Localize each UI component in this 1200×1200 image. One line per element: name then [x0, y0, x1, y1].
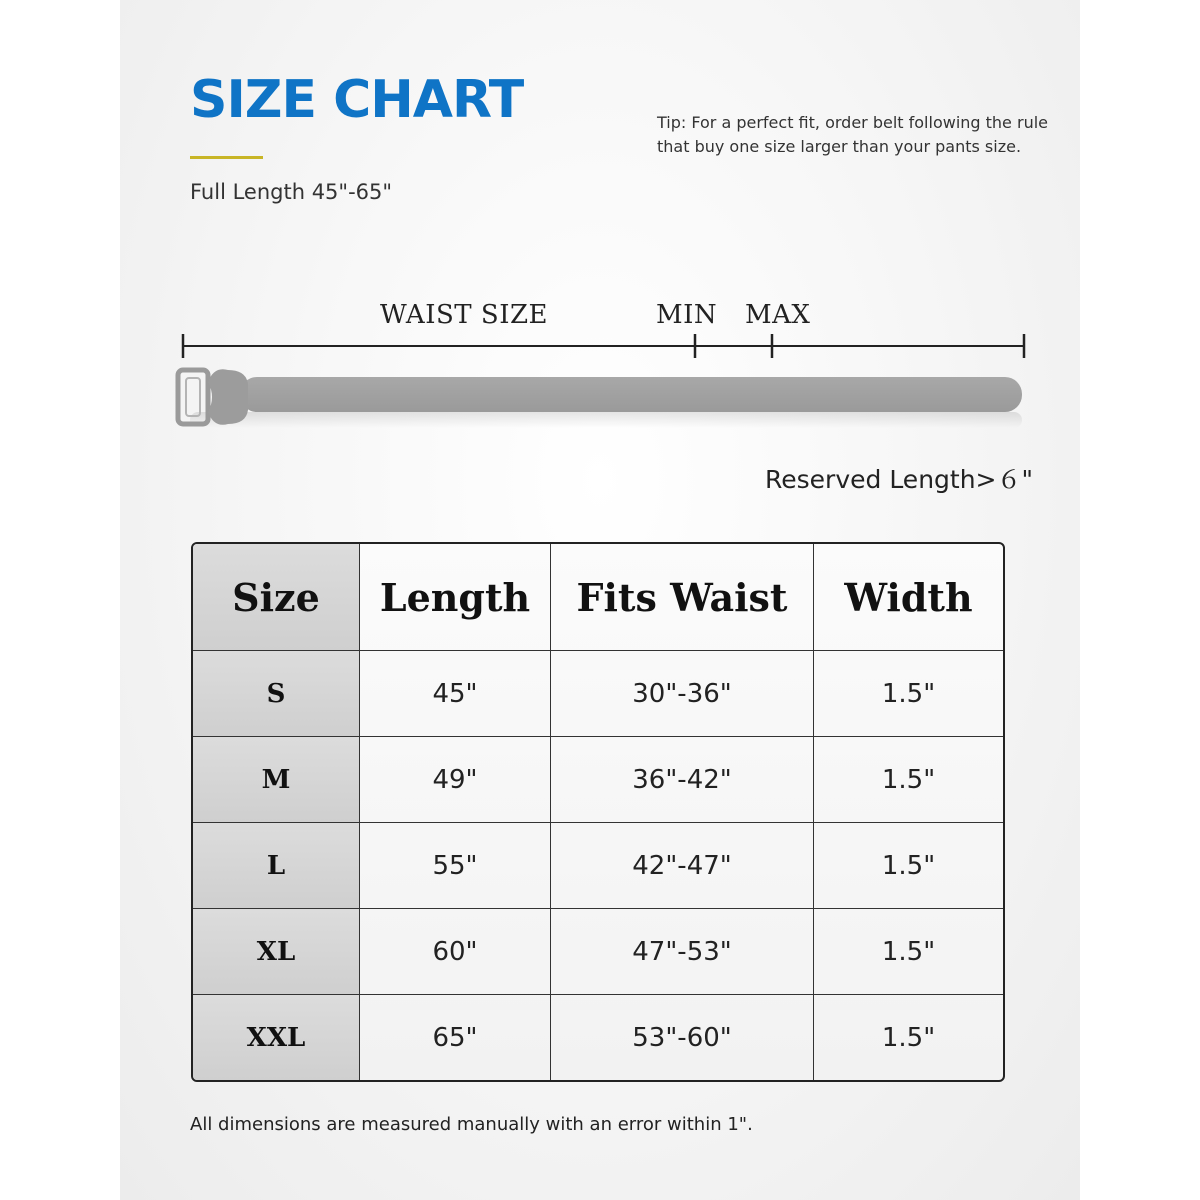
waist-size-label: WAIST SIZE: [380, 300, 549, 330]
header-size: Size: [193, 544, 360, 651]
width-cell: 1.5": [814, 651, 1003, 737]
size-cell: S: [193, 651, 360, 737]
fits-waist-cell: 42"-47": [551, 823, 814, 909]
table-row: [193, 823, 1003, 909]
width-cell: 1.5": [814, 737, 1003, 823]
table-row: [193, 737, 1003, 823]
length-cell: 45": [360, 651, 551, 737]
length-cell: 60": [360, 909, 551, 995]
table-row: [193, 995, 1003, 1080]
table-header-row: [193, 544, 1003, 651]
page-title: SIZE CHART: [190, 70, 524, 130]
fits-waist-cell: 30"-36": [551, 651, 814, 737]
size-cell: XL: [193, 909, 360, 995]
length-cell: 49": [360, 737, 551, 823]
full-length-text: Full Length 45"-65": [190, 180, 393, 204]
belt-illustration: [170, 360, 1030, 440]
fits-waist-cell: 47"-53": [551, 909, 814, 995]
buckle-icon: [178, 369, 248, 425]
size-cell: M: [193, 737, 360, 823]
size-chart-page: [120, 0, 1080, 1200]
size-cell: XXL: [193, 995, 360, 1080]
table-row: [193, 909, 1003, 995]
fit-tip: Tip: For a perfect fit, order belt following the rule that buy one size larger than your pants size.: [657, 113, 1048, 156]
header-length: Length: [360, 544, 551, 651]
reserved-length-text: Reserved Length>６": [765, 465, 1033, 494]
fits-waist-cell: 36"-42": [551, 737, 814, 823]
fits-waist-cell: 53"-60": [551, 995, 814, 1080]
header-fits-waist: Fits Waist: [551, 544, 814, 651]
header-width: Width: [814, 544, 1003, 651]
title-underline: [190, 156, 263, 159]
width-cell: 1.5": [814, 909, 1003, 995]
max-label: MAX: [745, 300, 811, 330]
width-cell: 1.5": [881, 1022, 936, 1053]
table-row: [193, 651, 1003, 737]
min-label: MIN: [656, 300, 718, 330]
length-cell: 55": [360, 823, 551, 909]
length-cell: 65": [360, 995, 551, 1080]
size-cell: L: [193, 823, 360, 909]
width-cell: 1.5": [814, 823, 1003, 909]
footnote: All dimensions are measured manually with an error within 1".: [190, 1114, 753, 1135]
size-table: [191, 542, 1005, 1082]
